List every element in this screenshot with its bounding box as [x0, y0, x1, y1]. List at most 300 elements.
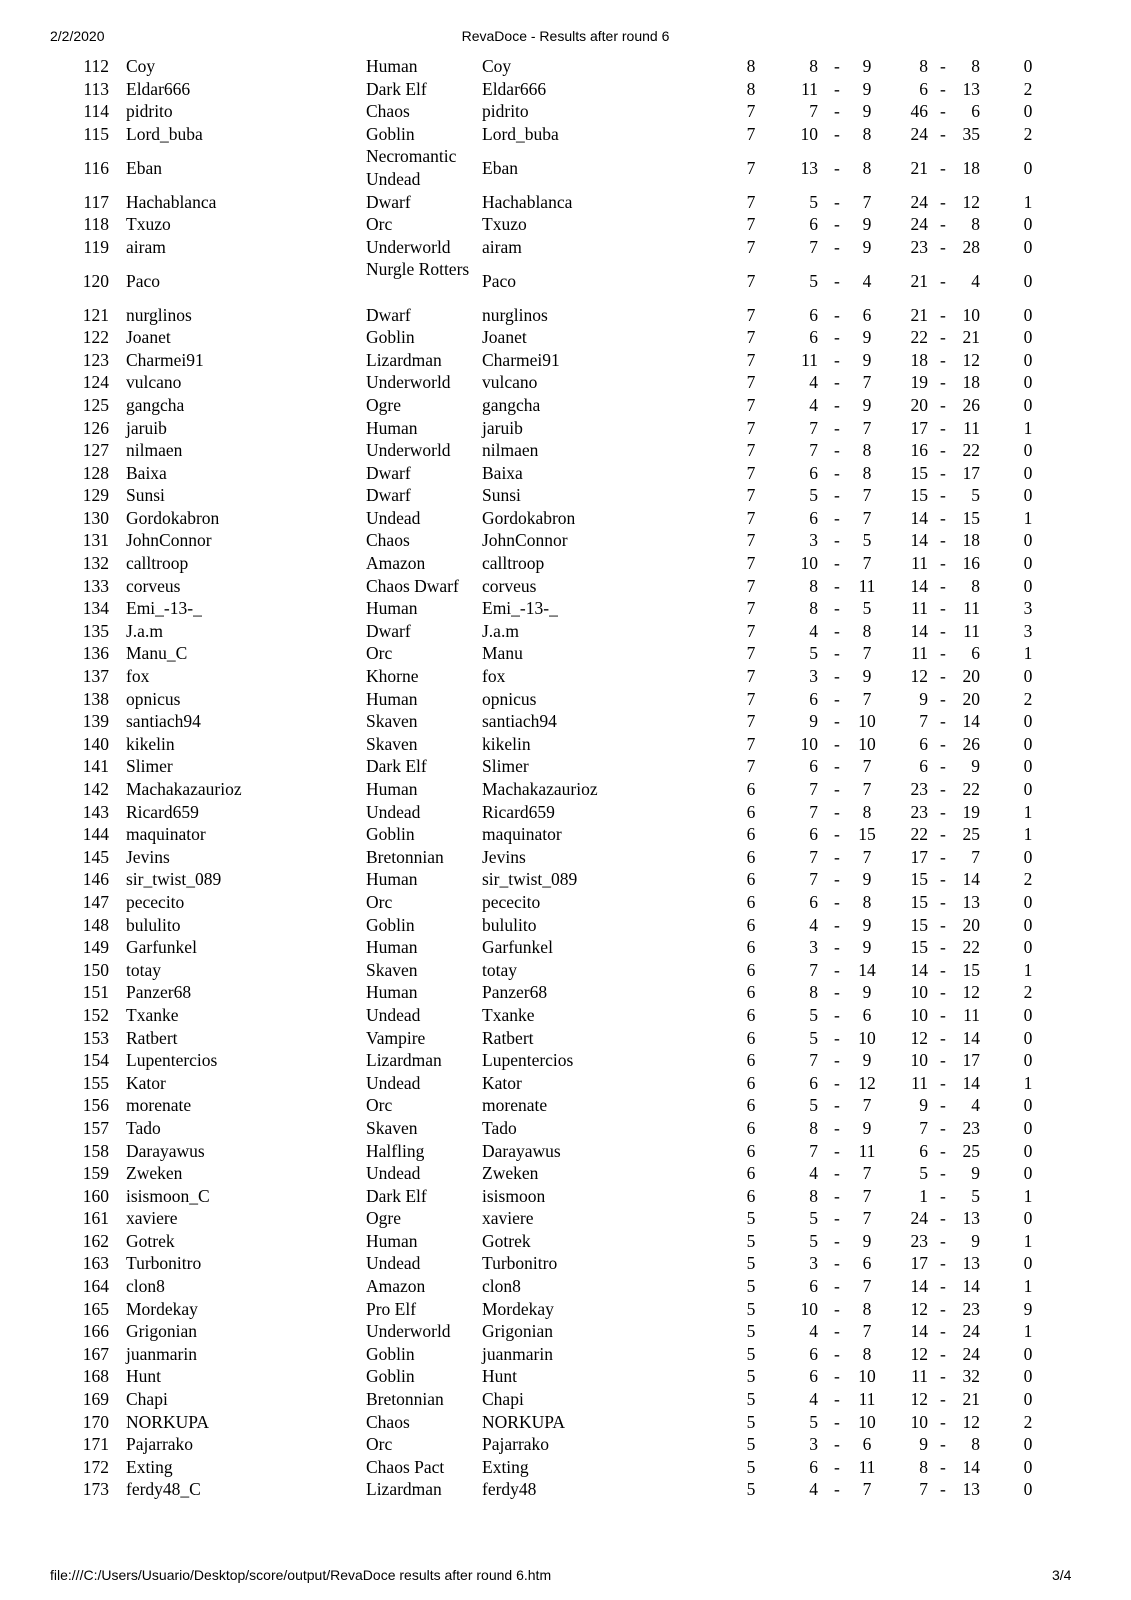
touchdowns-against: 9 [862, 1050, 872, 1071]
coach-name: kikelin [126, 733, 175, 754]
score-dash: - [834, 982, 840, 1003]
touchdowns-for: 7 [809, 101, 818, 122]
touchdowns-for: 8 [809, 982, 818, 1003]
touchdowns-against: 7 [862, 643, 872, 664]
team-name: airam [482, 236, 522, 257]
team-name: Eban [482, 157, 518, 178]
extra-cell: 0 [1023, 1253, 1033, 1274]
race-name: Chaos [366, 530, 410, 551]
casualties-against: 17 [962, 462, 980, 483]
points-cell: 7 [746, 236, 756, 257]
touchdowns-against: 8 [862, 891, 872, 912]
points-cell: 6 [746, 779, 756, 799]
team-name: morenate [482, 1095, 548, 1116]
coach-name: Turbonitro [126, 1253, 202, 1274]
team-name: calltroop [482, 553, 545, 574]
touchdowns-for: 4 [809, 372, 818, 393]
race-name: Goblin [366, 1343, 415, 1364]
score-dash: - [940, 123, 946, 144]
rank-cell: 137 [82, 666, 109, 687]
race-name: Dark Elf [366, 756, 427, 777]
casualties-for: 21 [910, 304, 928, 325]
points-cell: 5 [746, 1276, 756, 1297]
page-title: RevaDoce - Results after round 6 [461, 28, 670, 44]
table-row [0, 55, 1131, 78]
score-dash: - [940, 598, 946, 619]
casualties-for: 23 [910, 236, 928, 257]
team-name: gangcha [482, 394, 541, 415]
score-dash: - [834, 1230, 840, 1251]
casualties-against: 16 [962, 553, 980, 574]
table-row [0, 891, 1131, 914]
touchdowns-against: 12 [858, 1072, 876, 1093]
score-dash: - [940, 1456, 946, 1477]
race-name: Human [366, 779, 418, 799]
casualties-for: 24 [910, 214, 928, 235]
casualties-against: 11 [963, 417, 980, 438]
rank-cell: 146 [82, 869, 109, 890]
coach-name: Ricard659 [126, 801, 199, 822]
touchdowns-for: 7 [809, 1050, 818, 1071]
table-row [0, 371, 1131, 394]
table-row [0, 688, 1131, 711]
touchdowns-for: 5 [809, 270, 818, 291]
score-dash: - [940, 78, 946, 99]
table-row [0, 439, 1131, 462]
touchdowns-against: 10 [858, 733, 876, 754]
extra-cell: 0 [1023, 575, 1033, 596]
table-row [0, 529, 1131, 552]
coach-name: clon8 [126, 1276, 165, 1297]
points-cell: 7 [746, 304, 756, 325]
table-row [0, 394, 1131, 417]
rank-cell: 171 [82, 1434, 109, 1455]
casualties-against: 14 [962, 869, 980, 890]
rank-cell: 122 [82, 327, 109, 348]
score-dash: - [834, 666, 840, 687]
points-cell: 5 [746, 1230, 756, 1251]
points-cell: 6 [746, 959, 756, 980]
touchdowns-for: 6 [809, 304, 818, 325]
rank-cell: 118 [83, 214, 109, 235]
table-row [0, 981, 1131, 1004]
score-dash: - [834, 1343, 840, 1364]
touchdowns-for: 7 [809, 779, 818, 799]
touchdowns-for: 3 [809, 937, 818, 958]
touchdowns-against: 11 [858, 575, 876, 596]
rank-cell: 126 [82, 417, 109, 438]
score-dash: - [940, 191, 946, 212]
score-dash: - [940, 1479, 946, 1500]
casualties-for: 14 [910, 1276, 928, 1297]
rank-cell: 162 [82, 1230, 109, 1251]
score-dash: - [940, 1163, 946, 1184]
extra-cell: 1 [1023, 191, 1033, 212]
coach-name: Coy [126, 56, 156, 76]
coach-name: Darayawus [126, 1140, 205, 1161]
points-cell: 5 [746, 1253, 756, 1274]
touchdowns-against: 7 [862, 553, 872, 574]
casualties-for: 11 [911, 598, 928, 619]
race-name: Orc [366, 891, 393, 912]
team-name: Eldar666 [482, 78, 547, 99]
rank-cell: 135 [82, 620, 109, 641]
casualties-against: 15 [962, 507, 980, 528]
table-row [0, 846, 1131, 869]
score-dash: - [940, 349, 946, 370]
coach-name: Zweken [126, 1163, 183, 1184]
rank-cell: 145 [82, 846, 109, 867]
score-dash: - [834, 270, 840, 291]
team-name: Slimer [482, 756, 529, 777]
race-name: Goblin [366, 914, 415, 935]
points-cell: 5 [746, 1456, 756, 1477]
race-name: Undead [366, 1163, 421, 1184]
casualties-against: 25 [962, 824, 980, 845]
coach-name: Pajarrako [126, 1434, 194, 1455]
rank-cell: 155 [82, 1072, 109, 1093]
team-name: vulcano [482, 372, 538, 393]
score-dash: - [834, 1027, 840, 1048]
table-row [0, 191, 1131, 214]
casualties-against: 18 [962, 372, 980, 393]
extra-cell: 3 [1023, 598, 1033, 619]
race-name: Orc [366, 214, 393, 235]
table-row [0, 78, 1131, 101]
race-name: Underworld [366, 372, 451, 393]
extra-cell: 2 [1023, 78, 1033, 99]
touchdowns-for: 3 [809, 1434, 818, 1455]
touchdowns-against: 7 [862, 1321, 872, 1342]
race-name: Undead [366, 1004, 421, 1025]
team-name: Hachablanca [482, 191, 573, 212]
touchdowns-against: 7 [862, 688, 872, 709]
touchdowns-for: 4 [809, 394, 818, 415]
team-name: bululito [482, 914, 537, 935]
race-name: Orc [366, 643, 393, 664]
print-date: 2/2/2020 [50, 28, 105, 44]
rank-cell: 125 [82, 394, 109, 415]
casualties-against: 12 [962, 1411, 980, 1432]
coach-name: vulcano [126, 372, 182, 393]
team-name: jaruib [482, 417, 523, 438]
casualties-against: 21 [962, 1389, 980, 1410]
table-row [0, 304, 1131, 327]
casualties-against: 9 [971, 1163, 980, 1184]
score-dash: - [834, 733, 840, 754]
table-row [0, 1411, 1131, 1434]
casualties-against: 12 [962, 191, 980, 212]
touchdowns-against: 10 [858, 1411, 876, 1432]
coach-name: Chapi [126, 1389, 168, 1410]
touchdowns-for: 4 [809, 620, 818, 641]
score-dash: - [834, 643, 840, 664]
rank-cell: 159 [82, 1163, 109, 1184]
team-name: Machakazaurioz [482, 779, 598, 799]
rank-cell: 150 [82, 959, 109, 980]
casualties-against: 24 [962, 1321, 980, 1342]
score-dash: - [940, 891, 946, 912]
rank-cell: 113 [83, 78, 109, 99]
casualties-for: 11 [911, 553, 928, 574]
casualties-for: 22 [910, 824, 928, 845]
touchdowns-for: 6 [809, 824, 818, 845]
touchdowns-for: 5 [809, 643, 818, 664]
table-row [0, 936, 1131, 959]
points-cell: 5 [746, 1389, 756, 1410]
points-cell: 7 [746, 462, 756, 483]
team-name: Jevins [482, 846, 526, 867]
casualties-against: 9 [971, 1230, 980, 1251]
points-cell: 6 [746, 869, 756, 890]
score-dash: - [940, 1321, 946, 1342]
rank-cell: 117 [83, 191, 109, 212]
coach-name: ferdy48_C [126, 1479, 201, 1500]
extra-cell: 0 [1023, 553, 1033, 574]
touchdowns-against: 7 [862, 417, 872, 438]
score-dash: - [834, 462, 840, 483]
extra-cell: 0 [1023, 214, 1033, 235]
coach-name: Txanke [126, 1004, 179, 1025]
casualties-for: 11 [911, 643, 928, 664]
coach-name: JohnConnor [126, 530, 212, 551]
rank-cell: 157 [82, 1117, 109, 1138]
score-dash: - [940, 236, 946, 257]
coach-name: gangcha [126, 394, 185, 415]
team-name: Kator [482, 1072, 522, 1093]
extra-cell: 9 [1023, 1298, 1033, 1319]
casualties-for: 9 [919, 688, 928, 709]
coach-name: Panzer68 [126, 982, 192, 1003]
score-dash: - [940, 846, 946, 867]
team-name: Txanke [482, 1004, 535, 1025]
team-name: Gordokabron [482, 507, 576, 528]
points-cell: 5 [746, 1411, 756, 1432]
points-cell: 6 [746, 846, 756, 867]
score-dash: - [940, 1208, 946, 1229]
casualties-against: 11 [963, 620, 980, 641]
race-name: Dwarf [366, 462, 411, 483]
casualties-for: 10 [910, 1411, 928, 1432]
touchdowns-against: 9 [862, 101, 872, 122]
table-row [0, 755, 1131, 778]
rank-cell: 128 [82, 462, 109, 483]
rank-cell: 154 [82, 1050, 109, 1071]
casualties-against: 20 [962, 914, 980, 935]
extra-cell: 0 [1023, 779, 1033, 799]
score-dash: - [834, 1389, 840, 1410]
points-cell: 7 [746, 417, 756, 438]
touchdowns-for: 5 [809, 1208, 818, 1229]
score-dash: - [940, 869, 946, 890]
rank-cell: 115 [83, 123, 109, 144]
score-dash: - [834, 101, 840, 122]
points-cell: 6 [746, 1117, 756, 1138]
team-name: pidrito [482, 101, 529, 122]
touchdowns-for: 10 [800, 733, 818, 754]
touchdowns-for: 6 [809, 1456, 818, 1477]
extra-cell: 1 [1023, 1321, 1033, 1342]
touchdowns-against: 8 [862, 1343, 872, 1364]
score-dash: - [940, 643, 946, 664]
coach-name: Grigonian [126, 1321, 197, 1342]
coach-name: Charmei91 [126, 349, 204, 370]
rank-cell: 127 [82, 440, 109, 461]
touchdowns-for: 3 [809, 666, 818, 687]
race-name: Underworld [366, 440, 451, 461]
table-row [0, 1275, 1131, 1298]
extra-cell: 0 [1023, 1343, 1033, 1364]
race-name: Human [366, 1230, 418, 1251]
score-dash: - [940, 1117, 946, 1138]
table-row [0, 642, 1131, 665]
score-dash: - [834, 891, 840, 912]
table-row [0, 507, 1131, 530]
casualties-for: 20 [910, 394, 928, 415]
team-name: JohnConnor [482, 530, 568, 551]
casualties-for: 5 [919, 1163, 928, 1184]
extra-cell: 0 [1023, 304, 1033, 325]
score-dash: - [834, 157, 840, 178]
rank-cell: 124 [82, 372, 109, 393]
casualties-against: 14 [962, 1456, 980, 1477]
casualties-against: 14 [962, 1027, 980, 1048]
race-name: Pro Elf [366, 1298, 417, 1319]
score-dash: - [940, 1253, 946, 1274]
touchdowns-for: 4 [809, 1321, 818, 1342]
score-dash: - [834, 394, 840, 415]
points-cell: 5 [746, 1479, 756, 1500]
touchdowns-against: 9 [862, 327, 872, 348]
score-dash: - [834, 937, 840, 958]
table-row [0, 868, 1131, 891]
table-row [0, 145, 1131, 190]
team-name: kikelin [482, 733, 531, 754]
casualties-for: 14 [910, 530, 928, 551]
team-name: opnicus [482, 688, 537, 709]
extra-cell: 1 [1023, 643, 1033, 664]
table-row [0, 1072, 1131, 1095]
points-cell: 6 [746, 982, 756, 1003]
points-cell: 5 [746, 1321, 756, 1342]
table-row [0, 665, 1131, 688]
score-dash: - [940, 394, 946, 415]
rank-cell: 139 [82, 711, 109, 732]
rank-cell: 132 [82, 553, 109, 574]
extra-cell: 0 [1023, 1050, 1033, 1071]
table-row [0, 1230, 1131, 1253]
score-dash: - [940, 327, 946, 348]
score-dash: - [940, 485, 946, 506]
casualties-for: 21 [910, 157, 928, 178]
score-dash: - [834, 485, 840, 506]
extra-cell: 0 [1023, 440, 1033, 461]
extra-cell: 0 [1023, 1117, 1033, 1138]
team-name: Charmei91 [482, 349, 560, 370]
score-dash: - [940, 507, 946, 528]
score-dash: - [834, 440, 840, 461]
score-dash: - [834, 1163, 840, 1184]
touchdowns-for: 11 [801, 78, 818, 99]
coach-name: xaviere [126, 1208, 178, 1229]
touchdowns-for: 4 [809, 1479, 818, 1500]
score-dash: - [834, 1208, 840, 1229]
casualties-against: 32 [962, 1366, 980, 1387]
extra-cell: 0 [1023, 733, 1033, 754]
casualties-for: 12 [910, 1343, 928, 1364]
score-dash: - [940, 1389, 946, 1410]
score-dash: - [834, 756, 840, 777]
table-row [0, 417, 1131, 440]
touchdowns-against: 4 [862, 270, 872, 291]
score-dash: - [834, 1185, 840, 1206]
extra-cell: 1 [1023, 959, 1033, 980]
score-dash: - [834, 688, 840, 709]
table-row [0, 484, 1131, 507]
touchdowns-against: 7 [862, 485, 872, 506]
extra-cell: 0 [1023, 711, 1033, 732]
casualties-for: 14 [910, 507, 928, 528]
table-row [0, 349, 1131, 372]
team-name: nilmaen [482, 440, 539, 461]
score-dash: - [834, 575, 840, 596]
touchdowns-against: 9 [862, 78, 872, 99]
table-row [0, 1320, 1131, 1343]
score-dash: - [940, 1185, 946, 1206]
casualties-for: 14 [910, 959, 928, 980]
touchdowns-for: 9 [809, 711, 818, 732]
race-name: Vampire [366, 1027, 426, 1048]
race-name: Skaven [366, 711, 418, 732]
casualties-against: 23 [962, 1117, 980, 1138]
extra-cell: 0 [1023, 56, 1033, 76]
table-row [0, 1343, 1131, 1366]
points-cell: 7 [746, 191, 756, 212]
rank-cell: 120 [82, 270, 109, 291]
casualties-against: 20 [962, 688, 980, 709]
points-cell: 6 [746, 891, 756, 912]
casualties-for: 16 [910, 440, 928, 461]
casualties-for: 24 [910, 123, 928, 144]
casualties-against: 8 [971, 56, 980, 76]
points-cell: 7 [746, 666, 756, 687]
coach-name: Hunt [126, 1366, 161, 1387]
touchdowns-for: 3 [809, 1253, 818, 1274]
touchdowns-for: 7 [809, 959, 818, 980]
table-row [0, 914, 1131, 937]
casualties-against: 11 [963, 1004, 980, 1025]
score-dash: - [940, 101, 946, 122]
coach-name: totay [126, 959, 161, 980]
casualties-for: 7 [919, 1117, 928, 1138]
touchdowns-against: 8 [862, 1298, 872, 1319]
team-name: totay [482, 959, 517, 980]
coach-name: Emi_-13-_ [126, 598, 202, 619]
rank-cell: 168 [82, 1366, 109, 1387]
team-name: Zweken [482, 1163, 539, 1184]
casualties-for: 9 [919, 1434, 928, 1455]
points-cell: 6 [746, 1140, 756, 1161]
rank-cell: 136 [82, 643, 109, 664]
touchdowns-for: 6 [809, 214, 818, 235]
score-dash: - [940, 620, 946, 641]
race-name: Lizardman [366, 349, 442, 370]
casualties-for: 17 [910, 417, 928, 438]
touchdowns-for: 10 [800, 553, 818, 574]
rank-cell: 144 [82, 824, 109, 845]
rank-cell: 165 [82, 1298, 109, 1319]
casualties-against: 22 [962, 937, 980, 958]
